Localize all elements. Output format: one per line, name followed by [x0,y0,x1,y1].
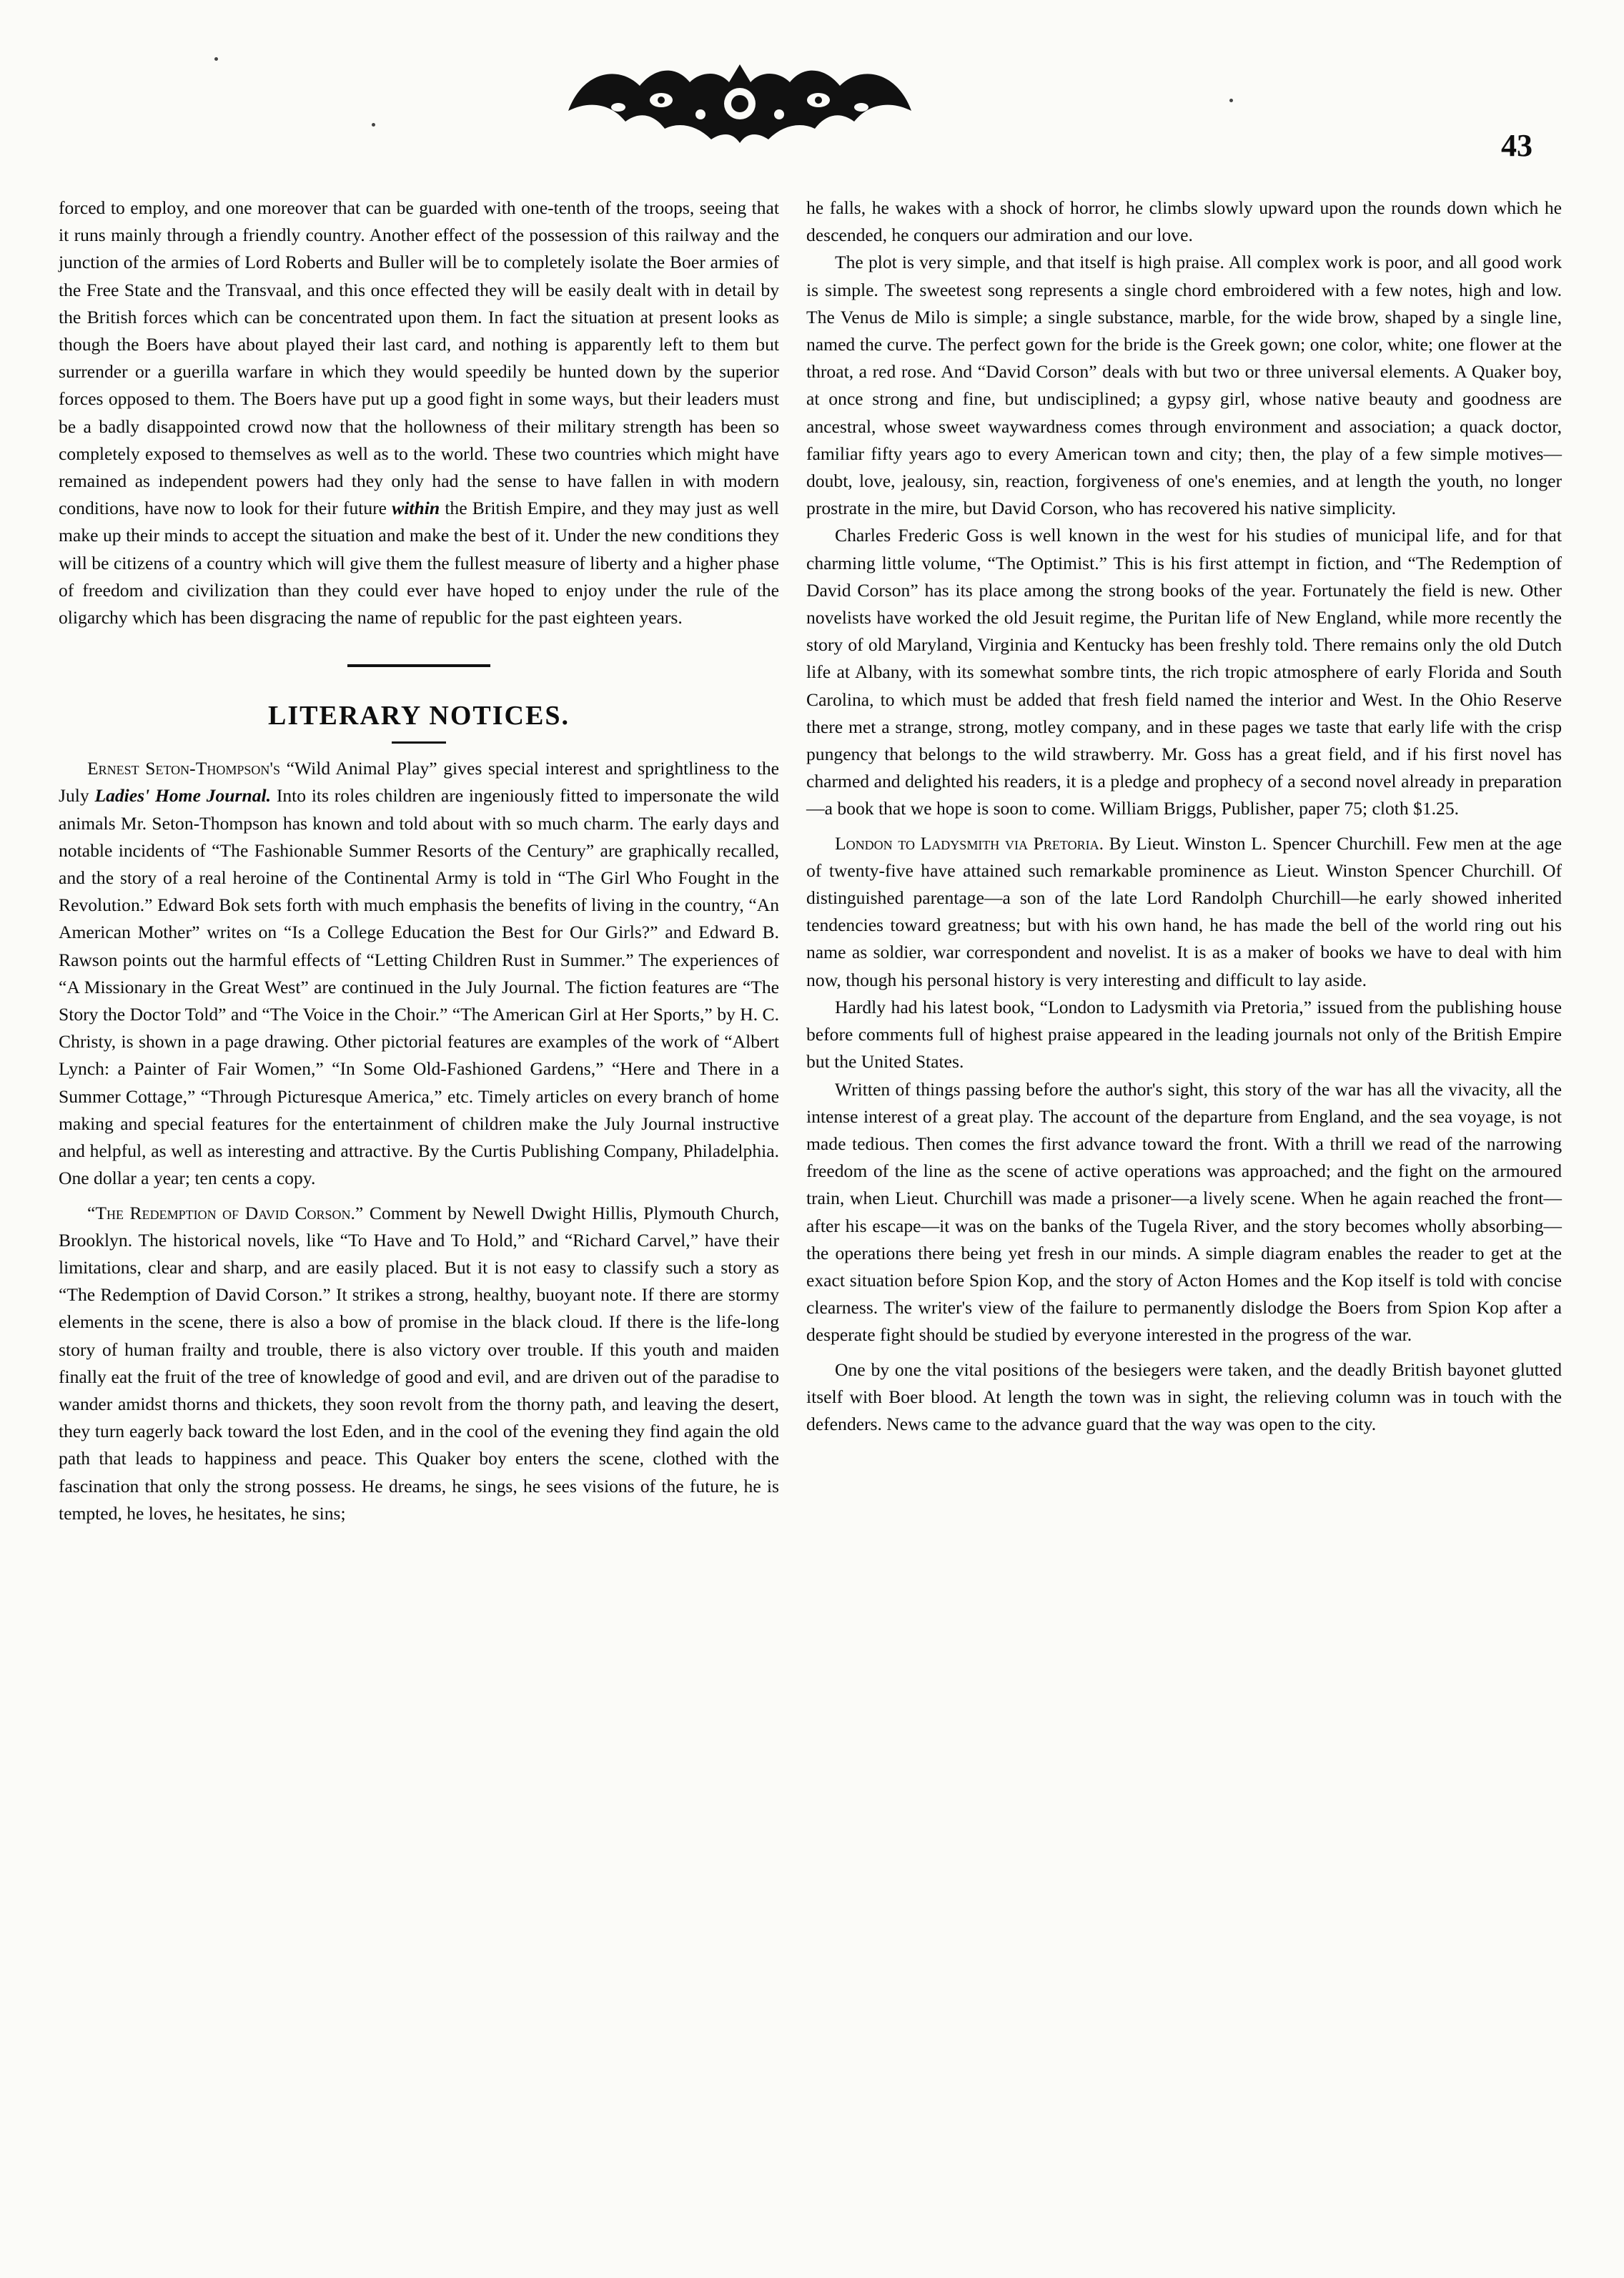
notice-text: Into its roles children are ingeniously fitted to impersonate the wild animals Mr. Seton-Thompson has known and told about with so much charm. The early days and notable incidents of “The Fashionable Summer Resorts of the Century” are graphically recalled, and the story of a real heroine of the Continental Army is told in “The Girl Who Fought in the Revolution.” Edward Bok sets forth with much emphasis the benefits of living in the country, “An American Mother” writes on “Is a College Education the Best for Our Girls?” and Edward B. Rawson points out the harmful effects of “Letting Children Rust in Summer.” The experiences of “A Missionary in the Great West” are continued in the July Journal. The fiction features are “The Story the Doctor Told” and “The Voice in the Choir.” “The American Girl at Her Sports,” by H. C. Christy, is shown in a page drawing. Other pictorial features are examples of the work of “Albert Lynch: a Painter of Fair Women,” “In Some Old-Fashioned Gardens,” “Here and There in a Summer Cottage,” “Through Picturesque America,” etc. Timely articles on every branch of home making and special features for the entertainment of children make the July Journal instructive and helpful, as well as interesting and attractive. By the Curtis Publishing Company, Philadelphia. One dollar a year; ten cents a copy. [59,785,779,1189]
notice-david-corson [59,1200,779,1527]
paragraph: he falls, he wakes with a shock of horror, he climbs slowly upward upon the rounds down which he descended, he conquers our admiration and our love. [806,197,1562,246]
paragraph: One by one the vital positions of the besiegers were taken, and the deadly British bayonet glutted itself with Boer blood. At length the town was in sight, the relieving column was in touch with the defenders. News came to the advance guard that the way was open to the city. [806,1359,1562,1434]
article-continuation [59,194,779,631]
emphasis: within [392,498,440,519]
notice-london-to-ladysmith [806,830,1562,994]
notice-lead: Ernest Seton-Thompson's [87,758,280,779]
heading-rule [392,741,446,744]
print-speck [372,123,375,127]
section-divider [347,664,490,667]
paragraph: The plot is very simple, and that itself is high praise. All complex work is poor, and all good work is simple. The sweetest song represents a single chord embroidered with a few notes, high and low. The Venus de Milo is simple; a single substance, marble, for the wide brow, shaped by a single line, named the curve. The perfect gown for the bride is the Greek gown; one color, white; one flower at the throat, a red rose. And “David Corson” deals with but two or three universal elements. A Quaker boy, at once strong and fine, but undisciplined; a gypsy girl, whose native beauty and goodness are ancestral, whose sweet waywardness comes through environment and association; a quack doctor, familiar fifty years ago to every American town and city; then, the play of a few simple motives—doubt, love, jealousy, sin, reaction, forgiveness of one's enemies, and at length the youth, no longer prostrate in the mire, but David Corson, who has recovered his native simplicity. [806,252,1562,519]
notice-lead: London to Ladysmith via Pretoria. [835,832,1104,854]
left-column [59,194,779,1527]
page-number: 43 [1501,128,1533,163]
paragraph: Hardly had his latest book, “London to Ladysmith via Pretoria,” issued from the publishing house before comments full of highest praise appeared in the leading journals not only of the British Empire but the United States. [806,996,1562,1073]
paragraph: Charles Frederic Goss is well known in the west for his studies of municipal life, and for that charming little volume, “The Optimist.” This is his first attempt in fiction, and “The Redemption of David Corson” has its place among the strong books of the year. Fortunately the field is new. Other novelists have worked the old Jesuit regime, the Puritan life of New England, while more recently the story of old Maryland, Virginia and Kentucky has been freshly told. There remains only the old Dutch life at Albany, with its somewhat sombre tints, the rich tropic atmosphere of early Florida and South Carolina, to which must be added that fresh field named the interior and West. In the Ohio Reserve there met a strange, strong, motley company, and in these pages we taste that early life with the crisp pungency that belongs to the wild strawberry. Mr. Goss has a great field, and if his first novel has charmed and delighted his readers, it is a pledge and prophecy of a second novel already in preparation—a book that we hope is soon to come. William Briggs, Publisher, paper 75; cloth $1.25. [806,525,1562,819]
notice-text: Comment by Newell Dwight Hillis, Plymouth Church, Brooklyn. The historical novels, like “To Have and To Hold,” and “Richard Carvel,” have their limitations, clear and sharp, and are easily placed. But it is not easy to classify such a story as “The Redemption of David Corson.” It strikes a strong, healthy, buoyant note. If there are stormy elements in the scene, there is also a bow of promise in the black cloud. If there is the life-long story of human frailty and trouble, there is also victory over trouble. If this youth and maiden finally eat the fruit of the tree of knowledge of good and evil, and are driven out of the paradise to wander amidst thorns and thickets, they soon revolt from the thorny path, and leaving the desert, they turn eagerly back toward the lost Eden, and in the cool of the evening they find again the old path that leads to happiness and peace. This Quaker boy enters the scene, clothed with the fascination that only the strong possess. He dreams, he sings, he sees visions of the future, he is tempted, he loves, he hesitates, he sins; [59,1202,779,1524]
right-column [806,194,1562,1438]
article-text: forced to employ, and one moreover that can be guarded with one-tenth of the troops, seeing that it runs mainly through a friendly country. Another effect of the possession of this railway and the junction of the armies of Lord Roberts and Buller will be to completely isolate the Boer armies of the Free State and the Transvaal, and this once effected they will be easily dealt with in detail by the British forces which can be concentrated upon them. In fact the situation at present looks as though the Boers have about played their last card, and nothing is apparently left to them but surrender or a guerilla warfare in which they would speedily be hunted down by the superior forces opposed to them. The Boers have put up a good fight in some ways, but their leaders must be a badly disappointed crowd now that the hollowness of their military strength has been so completely exposed to themselves as well as to the world. These two countries which might have remained as independent powers had they only had the sense to have fallen in with modern conditions, have now to look for their future [59,197,779,519]
section-heading: LITERARY NOTICES. [268,701,570,731]
print-speck [1229,99,1233,102]
header-ornament [554,43,926,157]
paragraph: Written of things passing before the author's sight, this story of the war has all the vivacity, all the intense interest of a great play. The account of the departure from England, and the sea voyage, is not made tedious. Then comes the first advance toward the front. With a thrill we read of the narrowing freedom of the line as the scene of active operations was approached; and the fight on the armoured train, when Lieut. Churchill was made a prisoner—a lively scene. When he again reached the front—after his escape—it was on the banks of the Tugela River, and the story becomes wholly absorbing—the operations there being yet fresh in our minds. A simple diagram enables the reader to get at the exact situation before Spion Kop, and the story of Acton Homes and the Kop itself is told with concise clearness. The writer's view of the failure to permanently dislodge the Boers from Spion Kop after a desperate fight should be studied by everyone interested in the progress of the war. [806,1078,1562,1346]
notice-text: By Lieut. Winston L. Spencer Churchill. Few men at the age of twenty-five have attained such remarkable prominence as Lieut. Winston Spencer Churchill. Of distinguished parentage—a son of the late Lord Randolph Churchill—he early showed inherited tendencies toward greatness; but with his own hand, he has made the bell of the world ring out his name as soldier, war correspondent and novelist. It is as a maker of books we have to deal with him now, though his personal history is very interesting and difficult to lay aside. [806,832,1562,990]
article-text: the British Empire, and they may just as well make up their minds to accept the situation and make the best of it. Under the new conditions they will be citizens of a country which will give them the fullest measure of liberty and a higher phase of freedom and civilization than they could ever have hoped to enjoy under the rule of the oligarchy which has been disgracing the name of republic for the past eighteen years. [59,498,779,628]
magazine-title: Ladies' Home Journal. [94,785,272,807]
print-speck [214,57,218,61]
notice-lead: “The Redemption of David Corson.” [87,1202,364,1223]
notice-ladies-home-journal [59,755,779,1192]
notice-text: “Wild Animal Play” gives special interest and sprightliness to the July [59,758,779,807]
